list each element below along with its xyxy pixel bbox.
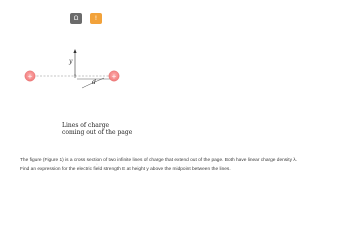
problem-statement — [20, 156, 340, 174]
problem-line-2: Find an expression for the electric field strength E at height y above the midpoint between the lines. — [20, 167, 231, 172]
problem-line-1: The figure (Figure 1) is a cross section of two infinite lines of charge that extend out of the page. Both have linear charge density λ. — [20, 158, 298, 163]
up-arrow-icon — [73, 49, 76, 53]
d-label: d — [92, 79, 96, 86]
alert-icon[interactable] — [90, 13, 102, 24]
charge-diagram — [20, 34, 140, 166]
caption-line-2: coming out of the page — [62, 129, 133, 136]
right-charge-sign: + — [111, 72, 117, 81]
caption-line-1: Lines of charge — [62, 122, 110, 129]
alert-button-label: ! — [94, 14, 98, 22]
omega-icon[interactable] — [70, 13, 82, 24]
charge-diagram-svg — [20, 34, 140, 130]
figure-mark: • — [96, 162, 98, 166]
figure-caption — [62, 122, 152, 136]
left-charge-sign: + — [27, 72, 33, 81]
omega-button-label: Ω — [73, 14, 79, 22]
y-label: y — [69, 58, 73, 65]
figure-toolbar — [70, 13, 102, 24]
